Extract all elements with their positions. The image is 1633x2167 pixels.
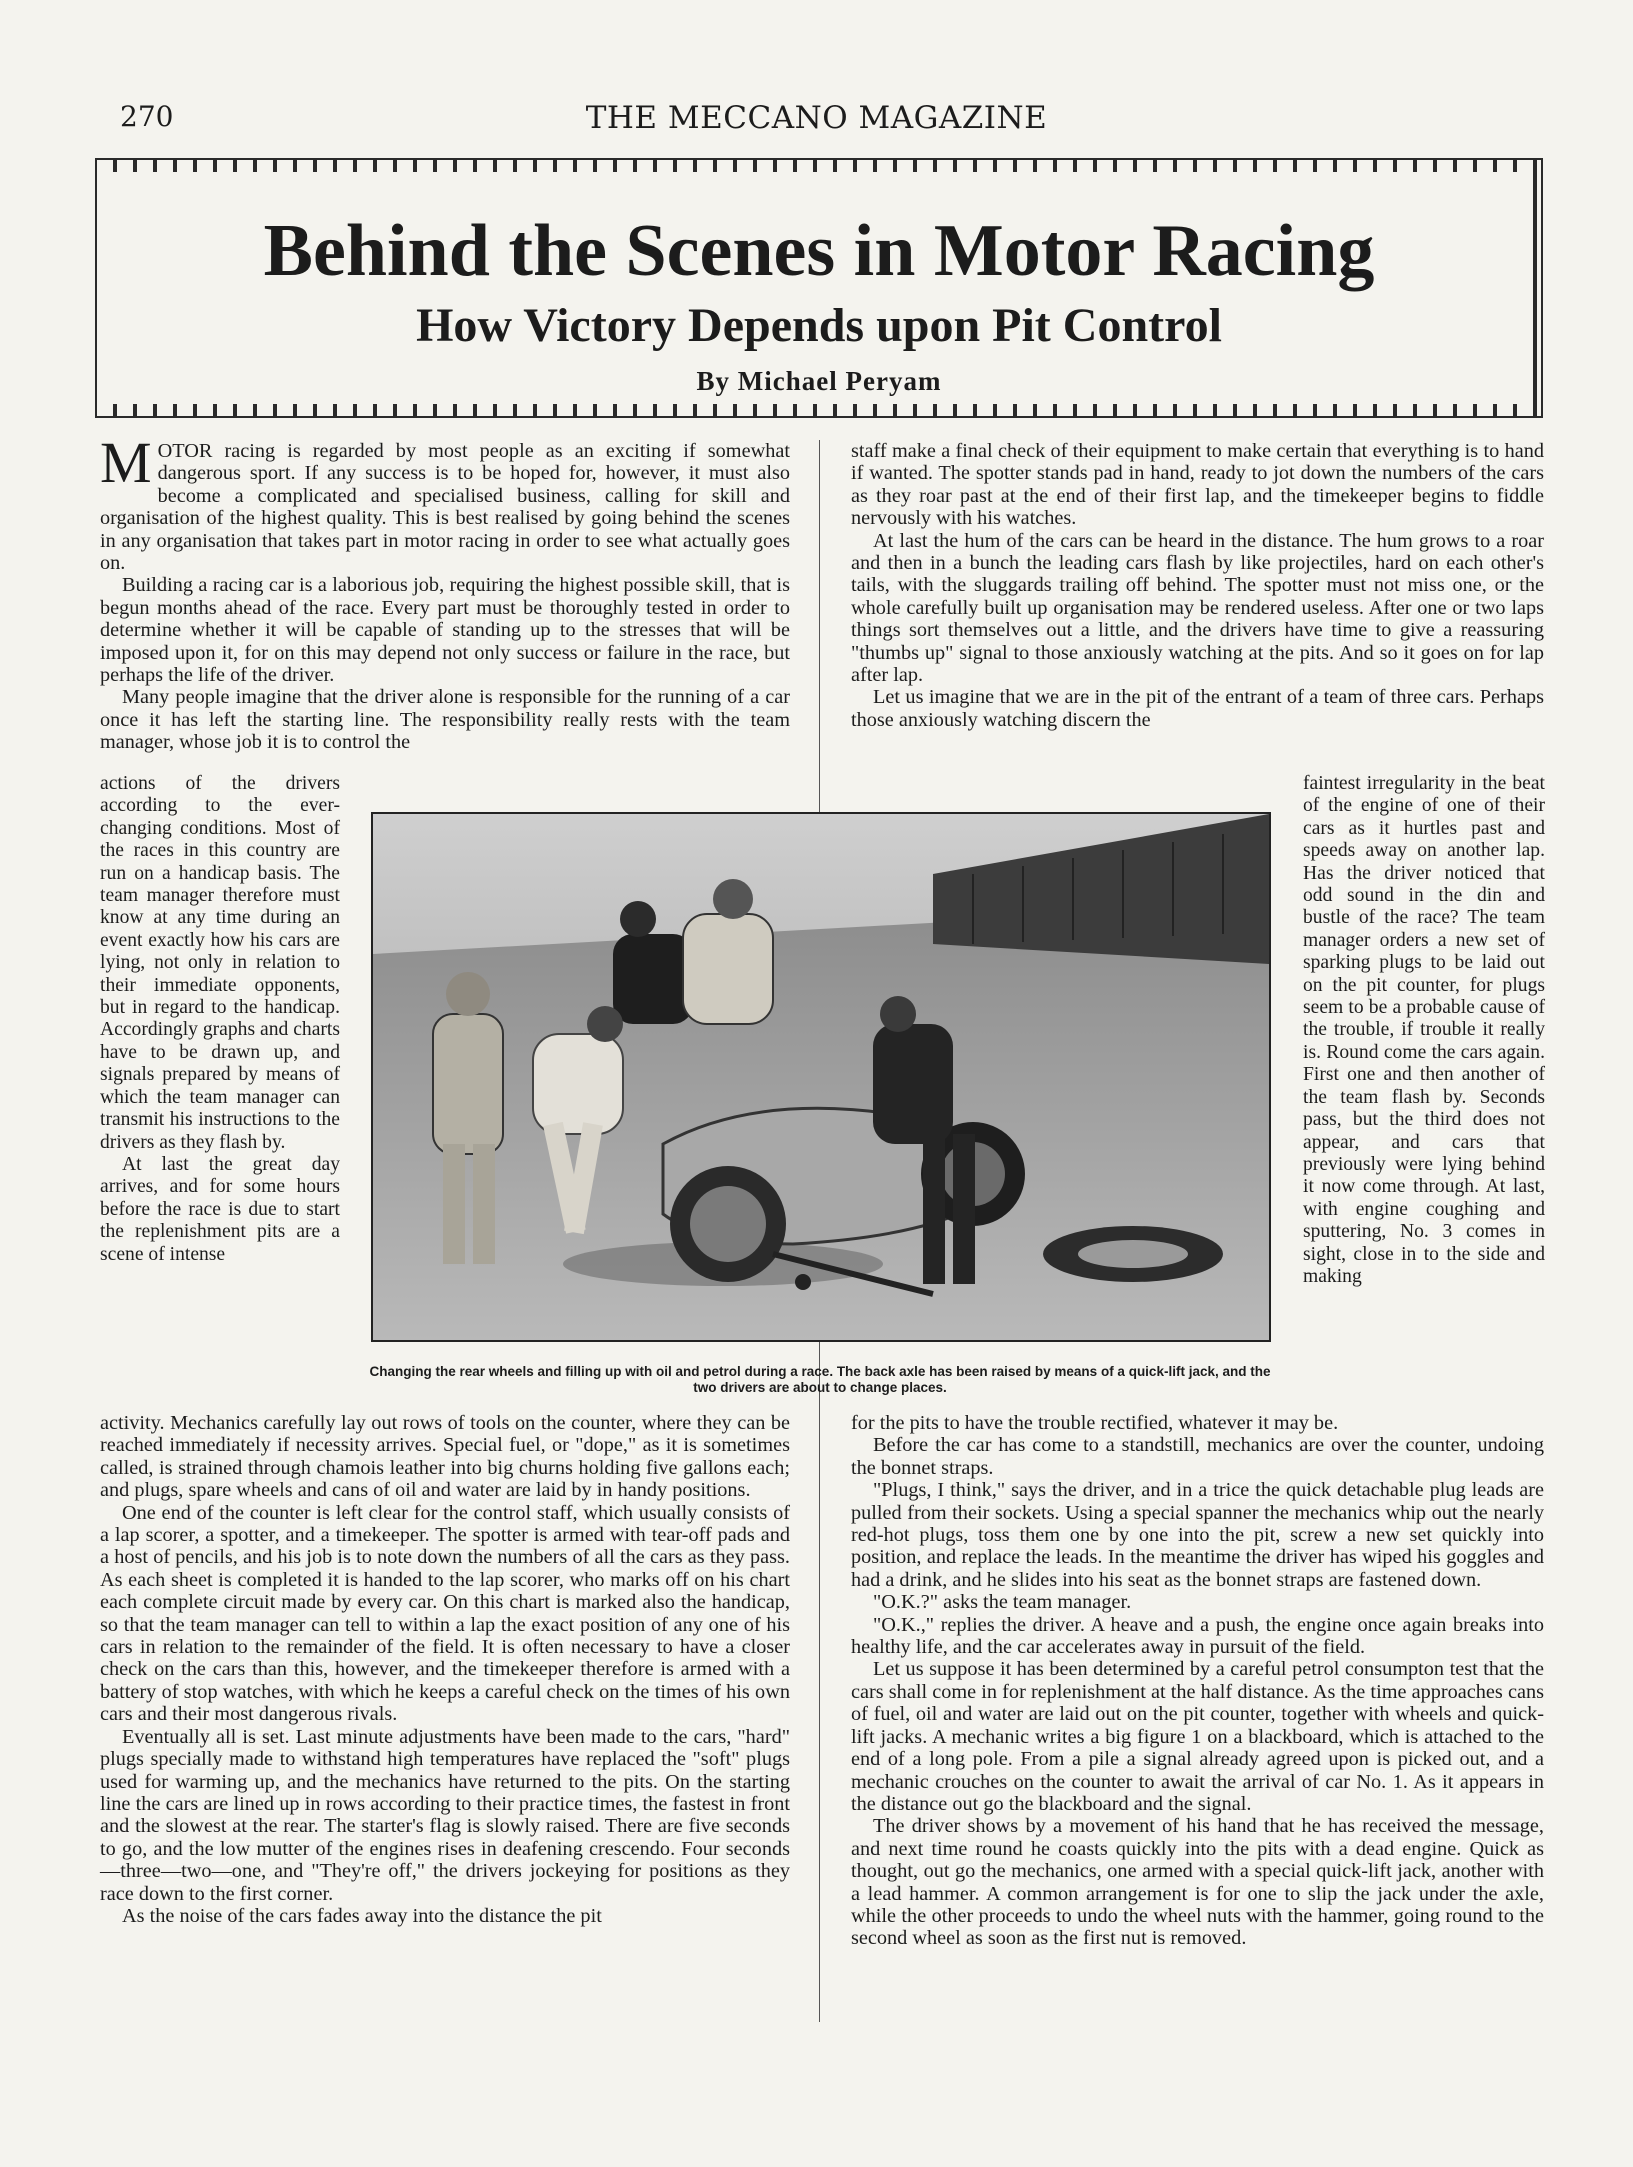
article-subtitle: How Victory Depends upon Pit Control	[416, 299, 1222, 352]
left-column-bottom	[100, 1412, 790, 1927]
paragraph: As the noise of the cars fades away into the distance the pit	[122, 1904, 602, 1927]
paragraph: staff make a final check of their equipment to make certain that everything is to hand if wanted. The spotter stands pad in hand, ready to jot down the numbers of the cars as they roar past at the end of their first lap, and the timekeeper begins to fiddle nervously with his watches.	[851, 440, 1544, 530]
page-number: 270	[120, 100, 174, 133]
paragraph: activity. Mechanics carefully lay out rows of tools on the counter, where they can be reached immediately if necessity arrives. Special fuel, or "dope," as it is sometimes called, is strained through chamois leather into big churns holding five gallons each; and plugs, spare wheels and cans of oil and water are laid by in handy positions.	[100, 1412, 790, 1502]
paragraph: faintest irregularity in the beat of the engine of one of their cars as it hurtles past and speeds away on another lap. Has the driver noticed that odd sound in the din and bustle of the race? The team manager orders a new set of sparking plugs to be laid out on the pit counter, for plugs seem to be a probable cause of the trouble, if trouble it really is. Round come the cars again. First one and then another of the team flash by. Seconds pass, but the third does not appear, and cars that previously were lying behind it now come through. At last, with engine coughing and sputtering, No. 3 comes in sight, close in to the side and making	[1303, 773, 1545, 1287]
paragraph: MOTOR racing is regarded by most people as an exciting if somewhat dangerous sport. If any success is to be hoped for, however, it must also become a complicated and specialised business, calling for skill and organisation of the highest quality. This is best realised by going behind the scenes in any organisation that takes part in motor racing in order to see what actually goes on.	[100, 430, 790, 575]
article-byline: By Michael Peryam	[696, 366, 942, 396]
photo-caption: Changing the rear wheels and filling up with oil and petrol during a race. The back axle has been raised by means of a quick-lift jack, and the two drivers are about to change places.	[369, 1364, 1271, 1395]
running-head: THE MECCANO MAGAZINE	[585, 100, 1048, 136]
paragraph: At last the hum of the cars can be heard in the distance. The hum grows to a roar and then in a bunch the leading cars flash by like projectiles, hard on each other's tails, with the sluggards trailing off behind. The spotter must not miss one, or the whole carefully built up organisation may be rendered useless. After one or two laps things sort themselves out a little, and the drivers have time to give a reassuring "thumbs up" signal to those anxiously watching at the pits. And so it goes on for lap after lap.	[851, 529, 1544, 687]
right-column-top	[851, 440, 1544, 731]
paragraph: The driver shows by a movement of his hand that he has received the message, and next time round he coasts quickly into the pits with a dead engine. Quick as thought, out go the mechanics, one armed with a special quick-lift jack, another with a lead hammer. A common arrangement is for one to slip the jack under the axle, while the other proceeds to undo the wheel nuts with the hammer, going round to the second wheel as soon as the first nut is removed.	[851, 1815, 1544, 1950]
paragraph: Before the car has come to a standstill, mechanics are over the counter, undoing the bonnet straps.	[851, 1434, 1544, 1479]
paragraph: Eventually all is set. Last minute adjustments have been made to the cars, "hard" plugs specially made to withstand high temperatures have replaced the "soft" plugs used for warming up, and the mechanics have returned to the pits. On the starting line the cars are lined up in rows according to their practice times, the fastest in front and the slowest at the rear. The starter's flag is slowly raised. There are five seconds to go, and the low mutter of the engines rises in deafening crescendo. Four seconds—three—two—one, and "They're off," the drivers jockeying for positions as they race down to the first corner.	[100, 1725, 790, 1905]
paragraph: One end of the counter is left clear for the control staff, which usually consists of a lap scorer, a spotter, and a timekeeper. The spotter is armed with tear-off pads and a host of pencils, and his job is to note down the numbers of all the cars as they pass. As each sheet is completed it is handed to the lap scorer, who marks off on his chart each complete circuit made by every car. On this chart is marked also the handicap, so that the team manager can tell to within a lap the exact position of any one of his cars in relation to the remainder of the field. It is often necessary to have a closer check on the cars than this, however, and the timekeeper therefore is armed with a battery of stop watches, with which he keeps a careful check on the times of his own cars and their most dangerous rivals.	[100, 1501, 790, 1726]
paragraph: Let us imagine that we are in the pit of the entrant of a team of three cars. Perhaps those anxiously watching discern the	[851, 686, 1544, 731]
pit-stop-illustration	[373, 814, 1269, 1340]
left-column-top	[100, 430, 790, 754]
paragraph: Building a racing car is a laborious job, requiring the highest possible skill, that is begun months ahead of the race. Every part must be thoroughly tested in order to determine whether it will be capable of standing up to the stresses that will be imposed upon it, for on this may depend not only success or failure in the race, but perhaps the life of the driver.	[100, 574, 790, 687]
paragraph: actions of the drivers according to the ever-changing conditions. Most of the races in this country are run on a handicap basis. The team manager therefore must know at any time during an event exactly how his cars are lying, not only in relation to their immediate opponents, but in regard to the handicap. Accordingly graphs and charts have to be drawn up, and signals prepared by means of which the team manager can transmit his instructions to the drivers as they flash by.	[100, 773, 340, 1153]
title-frame	[95, 158, 1543, 418]
paragraph: for the pits to have the trouble rectified, whatever it may be.	[851, 1412, 1339, 1434]
paragraph: Let us suppose it has been determined by a careful petrol consumpton test that the cars shall come in for replenishment at the half distance. As the time approaches cans of fuel, oil and water are laid out on the pit counter, together with wheels and quick-lift jacks. A mechanic writes a big figure 1 on a blackboard, which is attached to the end of a long pole. From a pile a signal already agreed upon is picked out, and a mechanic crouches on the counter to await the arrival of car No. 1. As it appears in the distance out go the blackboard and the signal.	[851, 1658, 1544, 1815]
pit-stop-photo	[371, 812, 1271, 1342]
left-column-narrow	[100, 773, 340, 1266]
paragraph: Many people imagine that the driver alone is responsible for the running of a car once it has left the starting line. The responsibility really rests with the team manager, whose job it is to control the	[100, 686, 790, 754]
article-title: Behind the Scenes in Motor Racing	[263, 210, 1375, 292]
paragraph: "O.K.?" asks the team manager.	[873, 1591, 1132, 1614]
right-column-narrow	[1303, 773, 1545, 1288]
paragraph: "O.K.," replies the driver. A heave and a push, the engine once again breaks into healthy life, and the car accelerates away in pursuit of the field.	[851, 1613, 1544, 1659]
paragraph: "Plugs, I think," says the driver, and in a trice the quick detachable plug leads are pulled from their sockets. Using a special spanner the mechanics whip out the nearly red-hot plugs, toss them one by one into the pit, screw a new set quickly into position, and replace the leads. In the meantime the driver has wiped his goggles and had a drink, and he slides into his seat as the bonnet straps are fastened down.	[851, 1479, 1544, 1591]
paragraph: At last the great day arrives, and for some hours before the race is due to start the replenishment pits are a scene of intense	[100, 1153, 340, 1265]
right-column-bottom	[851, 1412, 1544, 1950]
drop-cap: M	[100, 430, 152, 495]
